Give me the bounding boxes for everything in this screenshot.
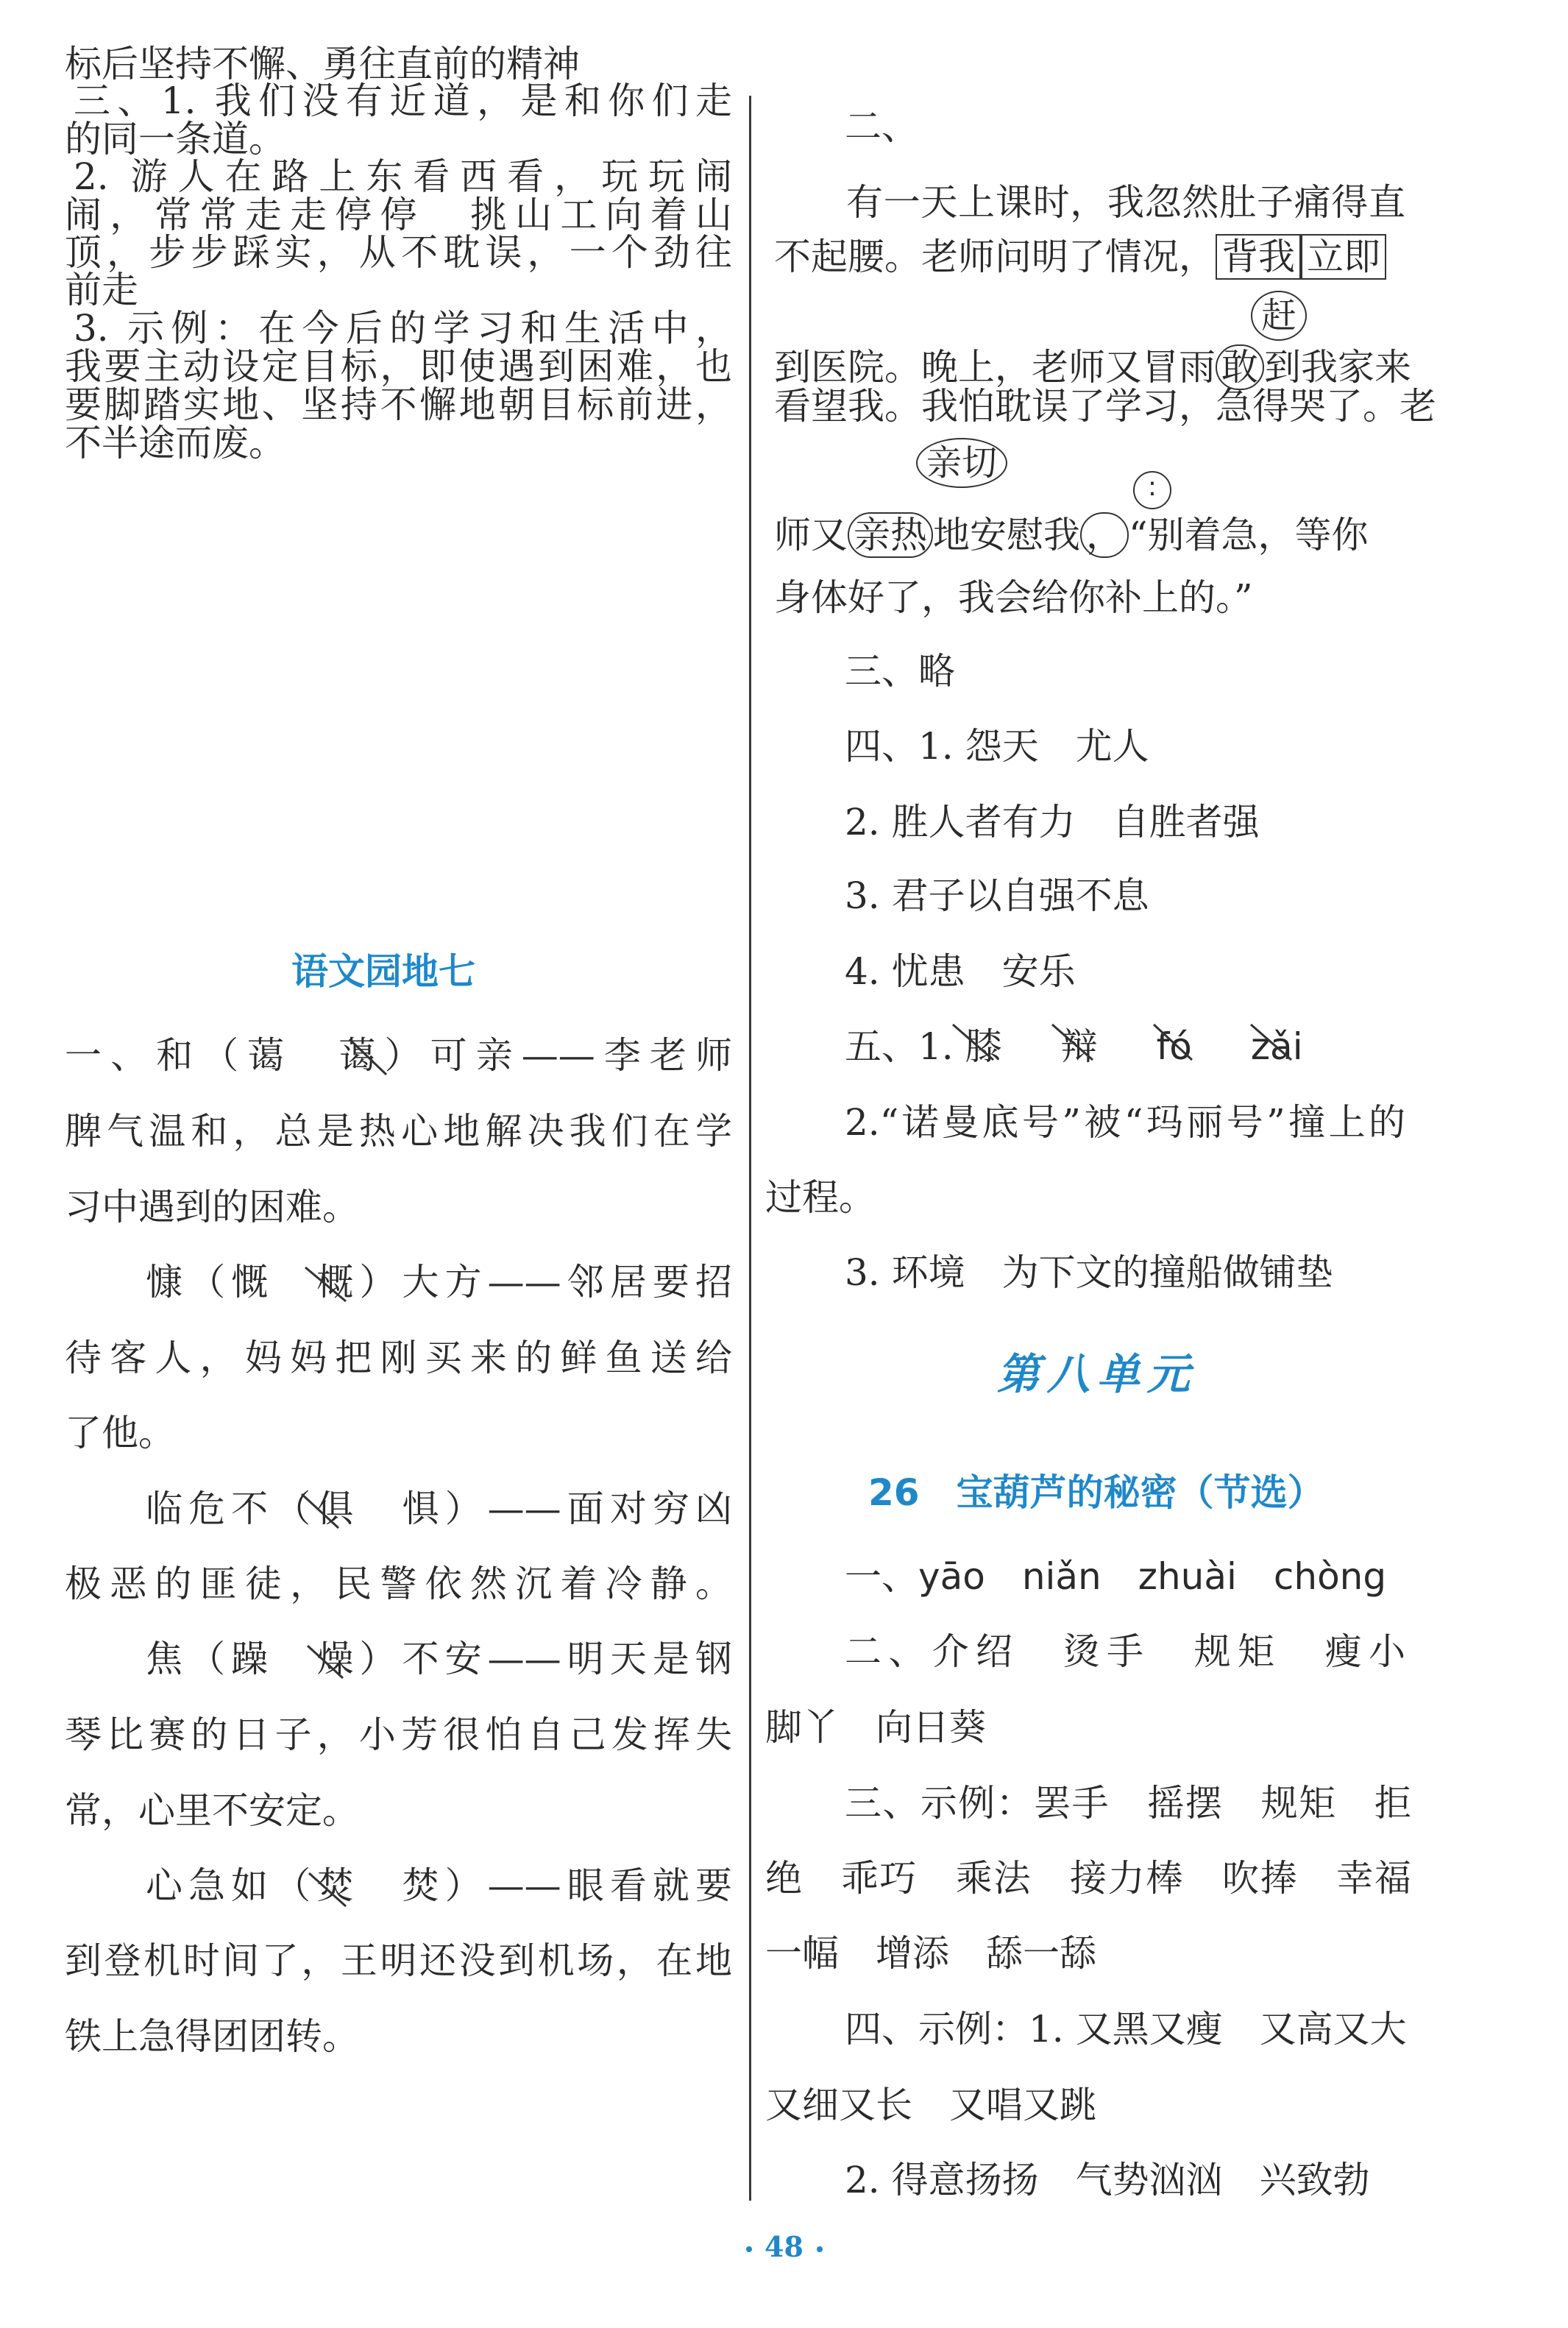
text-line: 极恶的匪徒，民警依然沉着冷静。 [65, 1563, 732, 1605]
text-segment: 到医院。晚上，老师又冒雨 [774, 346, 1216, 389]
page-number: 48 [765, 2230, 803, 2263]
text-line: 脾气温和，总是热心地解决我们在学 [65, 1110, 732, 1153]
correction-colon: : [1133, 471, 1171, 509]
text-line: 的同一条道。 [65, 118, 285, 160]
text-segment: 五、1. [845, 1025, 965, 1068]
answer-fen: 心急如（焚 焚）——眼看就要 [146, 1864, 732, 1907]
answer-4-2: 2. 胜人者有力 自胜者强 [845, 801, 1260, 843]
text-line: 到登机时间了，王明还没到机场，在地 [65, 1939, 732, 1982]
answer-kang-kai: 慷（慨 概）大方——邻居要招 [146, 1261, 732, 1303]
answer-4-example: 四、示例：1. 又黑又瘦 又高又大 [845, 2008, 1407, 2051]
answer-3: 三、略 [845, 650, 955, 693]
answer-4-2-example: 2. 得意扬扬 气势汹汹 兴致勃 [845, 2159, 1370, 2201]
answer-3-1: 三、1. 我们没有近道，是和你们走 [74, 79, 732, 122]
page-dot-right [817, 2246, 823, 2252]
correction-annotation: 亲切 [916, 438, 1007, 488]
text-segment: 地安慰我 [933, 514, 1080, 556]
text-line: 又细又长 又唱又跳 [765, 2084, 1096, 2126]
unit-title: 第八单元 [997, 1349, 1198, 1399]
strike-marks [0, 0, 736, 2061]
answer-3-example: 三、示例：罢手 摇摆 规矩 拒 [845, 1782, 1411, 1825]
answer-4-3: 3. 君子以自强不息 [845, 874, 1149, 917]
struck-char: 辩 [1060, 1025, 1098, 1068]
text-segment: 不起腰。老师问明了情况， [774, 236, 1216, 278]
text-line: 脚丫 向日葵 [765, 1706, 986, 1749]
text-line: 身体好了，我会给你补上的。” [774, 576, 1253, 619]
text-line: 一幅 增添 舔一舔 [765, 1932, 1096, 1975]
text-segment: 师又 [774, 514, 848, 556]
answer-4-1: 四、1. 怨天 尤人 [845, 725, 1149, 768]
answer-5-2: 2.“诺曼底号”被“玛丽号”撞上的 [845, 1101, 1405, 1144]
answer-2: 二、介绍 烫手 规矩 瘦小 [845, 1630, 1405, 1673]
circled-punct: ， [1080, 512, 1129, 558]
answer-5-3: 3. 环境 为下文的撞船做铺垫 [845, 1251, 1333, 1294]
answer-3-3: 3. 示例：在今后的学习和生活中， [74, 307, 732, 350]
answer-2-label: 二、 [845, 105, 918, 148]
boxed-word: 立即 [1301, 234, 1386, 280]
text-line: 常，心里不安定。 [65, 1789, 359, 1832]
section-title-yuwen-yuandi-7: 语文园地七 [291, 950, 475, 993]
text-line: 习中遇到的困难。 [65, 1186, 359, 1228]
text-line: 闹，常常走走停停 挑山工向着山 [65, 194, 732, 236]
answer-1-he-ai: 一、和（蔼 蔼）可亲——李老师 [65, 1034, 732, 1077]
struck-char: 膝 [965, 1025, 1002, 1068]
circled-word: 亲热 [848, 512, 933, 558]
answer-3-2: 2. 游人在路上东看西看，玩玩闹 [74, 155, 732, 198]
correction-annotation: 赶 [1251, 291, 1307, 341]
text-line: 标后坚持不懈、勇往直前的精神 [65, 43, 580, 85]
text-line-edit [774, 512, 1369, 559]
text-line: 要脚踏实地、坚持不懈地朝目标前进， [65, 383, 732, 426]
answer-1-pinyin: 一、yāo niǎn zhuài chòng [845, 1555, 1387, 1598]
boxed-word: 背我 [1216, 234, 1301, 280]
answer-4-4: 4. 忧患 安乐 [845, 950, 1076, 993]
lesson-title: 26 宝葫芦的秘密（节选） [868, 1471, 1324, 1514]
column-divider [749, 96, 751, 2201]
text-line-edit [774, 233, 1386, 280]
text-line: 琴比赛的日子，小芳很怕自己发挥失 [65, 1713, 732, 1756]
answer-zao: 焦（躁 燥）不安——明天是钢 [146, 1638, 732, 1680]
strike-marks-5-1 [773, 1016, 1450, 1082]
text-line: 绝 乖巧 乘法 接力棒 吹捧 幸福 [765, 1857, 1411, 1900]
answer-ju: 临危不（俱 惧）——面对穷凶 [146, 1487, 732, 1530]
text-line: 铁上急得团团转。 [65, 2015, 359, 2058]
text-line: 前走 [65, 269, 138, 311]
text-line: 顶，步步踩实，从不耽误，一个劲往 [65, 231, 732, 274]
text-line: 了他。 [65, 1412, 175, 1454]
text-segment: 到我家来 [1264, 346, 1411, 389]
text-line: 过程。 [765, 1176, 876, 1219]
text-line: 不半途而废。 [65, 422, 285, 464]
text-line: 看望我。我怕耽误了学习，急得哭了。老 [774, 385, 1436, 428]
text-segment: “别着急，等你 [1129, 514, 1369, 556]
text-line: 我要主动设定目标，即使遇到困难，也 [65, 345, 732, 388]
struck-pinyin: fó [1156, 1025, 1192, 1068]
struck-pinyin: zǎi [1250, 1025, 1303, 1068]
text-line: 待客人，妈妈把刚买来的鲜鱼送给 [65, 1337, 732, 1379]
circled-word: 敢 [1216, 344, 1264, 390]
text-line: 有一天上课时，我忽然肚子痛得直 [846, 181, 1405, 224]
